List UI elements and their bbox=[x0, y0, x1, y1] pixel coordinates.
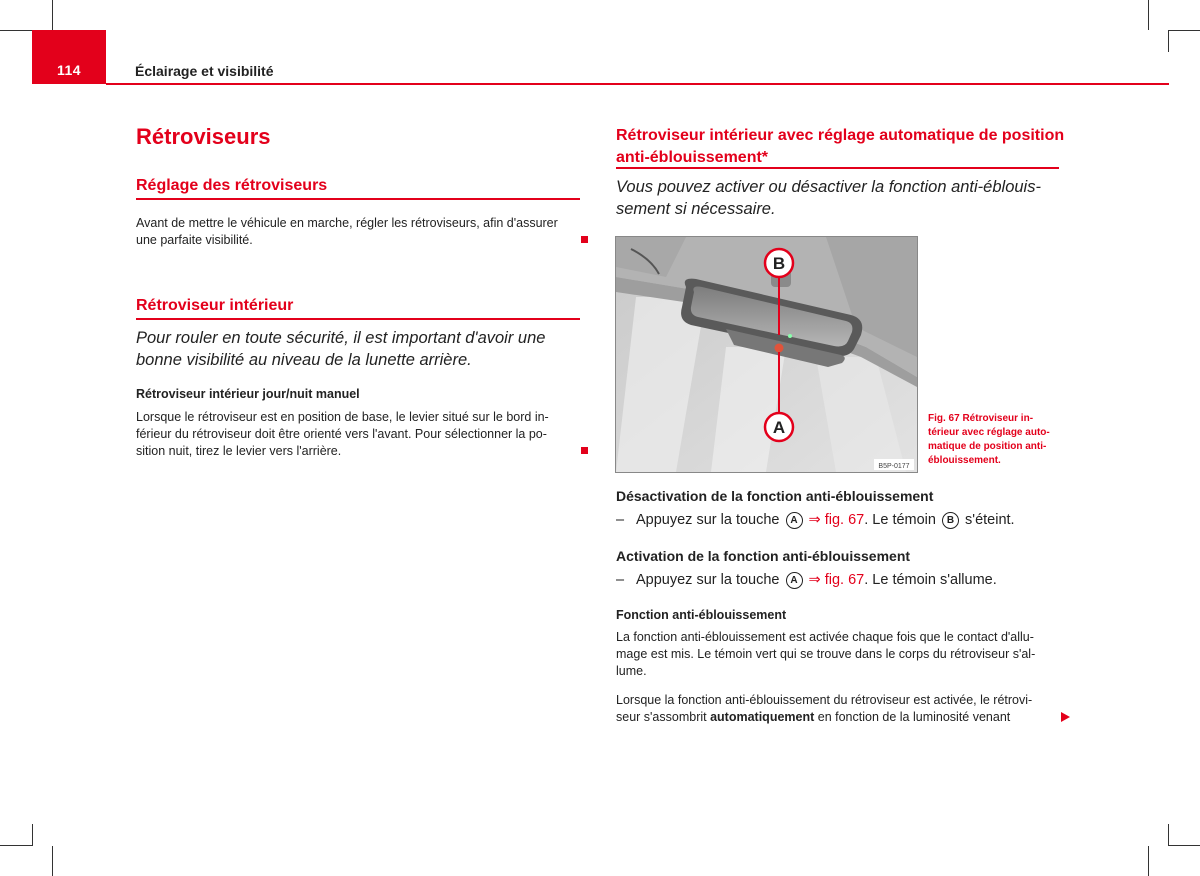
callout-b: B bbox=[772, 254, 786, 273]
intro-interieur: Pour rouler en toute sécurité, il est important d'avoir une bonne visibilité au niveau de la lunette arrière. bbox=[136, 329, 546, 369]
heading-activation: Activation de la fonction anti-éblouissement bbox=[616, 548, 911, 564]
crop-mark-tl-h bbox=[0, 30, 32, 31]
para-reglage: Avant de mettre le véhicule en marche, régler les rétroviseurs, afin d'assurer une parfaite visibilité. bbox=[136, 216, 558, 247]
rule-reglage bbox=[136, 198, 580, 200]
crop-mark-bl-v bbox=[52, 846, 53, 876]
intro-auto-mirror: Vous pouvez activer ou désactiver la fonction anti-éblouis- sement si nécessaire. bbox=[616, 178, 1041, 218]
key-a-symbol: A bbox=[786, 572, 803, 589]
running-title: Éclairage et visibilité bbox=[135, 63, 274, 79]
rule-auto-mirror bbox=[616, 167, 1059, 169]
crop-mark-br-v2 bbox=[1168, 824, 1169, 846]
figure-caption: Fig. 67 Rétroviseur in- térieur avec réglage auto- matique de position anti- éblouissement. bbox=[928, 413, 1050, 466]
end-mark bbox=[581, 236, 588, 243]
crop-mark-bl-h bbox=[0, 845, 32, 846]
crop-mark-tr-v2 bbox=[1168, 30, 1169, 52]
heading-fonction: Fonction anti-éblouissement bbox=[616, 608, 787, 622]
crop-mark-bl-v2 bbox=[32, 824, 33, 846]
heading-reglage: Réglage des rétroviseurs bbox=[136, 177, 328, 194]
crop-mark-br-h bbox=[1168, 845, 1200, 846]
fig-reference-link[interactable]: ⇒ fig. 67 bbox=[808, 572, 865, 588]
mirror-illustration bbox=[616, 237, 917, 472]
para-fonction-1: La fonction anti-éblouissement est activée chaque fois que le contact d'allu- mage est mis. Le témoin vert qui se trouve dans le corps du rétroviseur s'al- lume. bbox=[616, 630, 1036, 678]
end-mark bbox=[581, 447, 588, 454]
section-title: Rétroviseurs bbox=[136, 124, 271, 149]
heading-deactivation: Désactivation de la fonction anti-éblouissement bbox=[616, 488, 934, 504]
lamp-b-symbol: B bbox=[942, 512, 959, 529]
crop-mark-tr-v bbox=[1148, 0, 1149, 30]
figure-code: B5P-0177 bbox=[878, 463, 910, 470]
continue-arrow-icon bbox=[1061, 712, 1070, 722]
figure-67 bbox=[615, 236, 918, 473]
fig-reference-link[interactable]: ⇒ fig. 67 bbox=[808, 512, 865, 528]
rule-interieur bbox=[136, 318, 580, 320]
step-deactivation: – Appuyez sur la touche A ⇒ fig. 67. Le témoin B s'éteint. bbox=[616, 512, 1015, 528]
key-a-symbol: A bbox=[786, 512, 803, 529]
crop-mark-tl-v bbox=[52, 0, 53, 30]
heading-interieur: Rétroviseur intérieur bbox=[136, 297, 294, 314]
header-rule bbox=[106, 83, 1169, 85]
subheading-jour-nuit: Rétroviseur intérieur jour/nuit manuel bbox=[136, 387, 360, 401]
page-number: 114 bbox=[56, 62, 82, 78]
step-activation: – Appuyez sur la touche A ⇒ fig. 67. Le témoin s'allume. bbox=[616, 572, 997, 588]
crop-mark-br-v bbox=[1148, 846, 1149, 876]
callout-a: A bbox=[772, 418, 786, 437]
para-jour-nuit: Lorsque le rétroviseur est en position de base, le levier situé sur le bord in- férieur du rétroviseur doit être orienté vers l'avant. Pour sélectionner la po- sition nuit, tirez le levier vers l'arrière. bbox=[136, 410, 549, 458]
para-fonction-2: Lorsque la fonction anti-éblouissement du rétroviseur est activée, le rétrovi- seur s'assombrit automatiquement en fonction de la luminosité venant bbox=[616, 693, 1033, 724]
heading-auto-mirror: Rétroviseur intérieur avec réglage automatique de position anti-éblouissement* bbox=[616, 127, 1065, 166]
crop-mark-tr-h bbox=[1168, 30, 1200, 31]
